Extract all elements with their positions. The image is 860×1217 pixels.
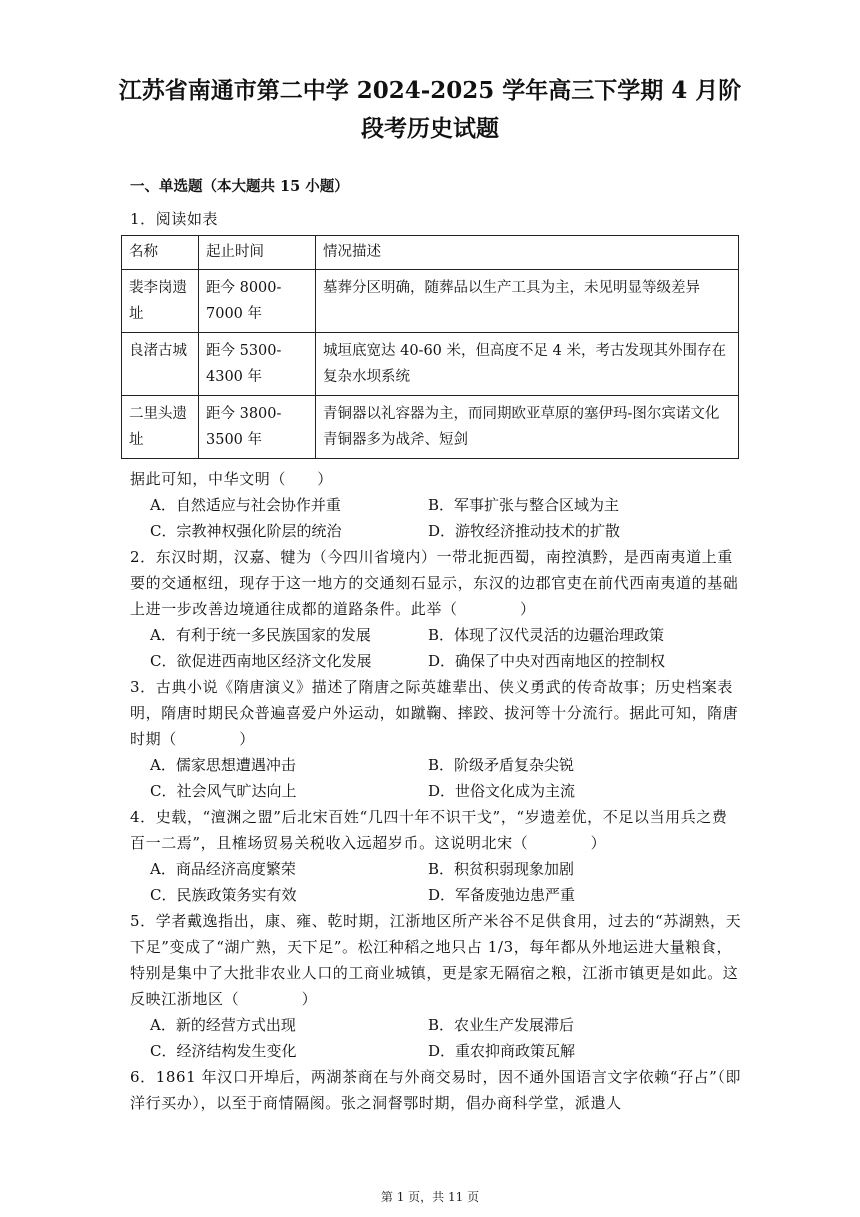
table-row (122, 396, 739, 459)
option-a[interactable]: A．儒家思想遭遇冲击 (150, 756, 296, 774)
q6-stem: 6．1861 年汉口开埠后，两湖茶商在与外商交易时，因不通外国语言文字依赖“孖占”（即洋行买办），以至于商情隔阂。张之洞督鄂时期，倡办商科学堂，派遣人 (130, 1068, 742, 1112)
q5-options (150, 1012, 740, 1064)
q2-stem: 2．东汉时期，汉嘉、犍为（今四川省境内）一带北扼西蜀，南控滇黔，是西南夷道上重要的交通枢纽，现存于这一地方的交通刻石显示，东汉的边郡官吏在前代西南夷道的基础上进一步改善边境通往成都的道路条件。此举（ ） (130, 548, 739, 618)
q4-stem: 4．史载，“澶渊之盟”后北宋百姓“几四十年不识干戈”，“岁遗差优，不足以当用兵之费百一二焉”，且榷场贸易关税收入远超岁币。这说明北宋（ ） (130, 808, 728, 852)
option-c[interactable]: C．民族政策务实有效 (150, 886, 297, 904)
q4-options (150, 856, 740, 908)
q3-options (150, 752, 740, 804)
title-line-2: 段考历史试题 (361, 115, 499, 142)
header-time: 起止时间 (199, 236, 316, 270)
section-heading: 一、单选题（本大题共 15 小题） (130, 178, 349, 195)
option-a[interactable]: A．商品经济高度繁荣 (150, 860, 296, 878)
title-line-1: 江苏省南通市第二中学 2024-2025 学年高三下学期 4 月阶 (118, 77, 742, 104)
option-c[interactable]: C．宗教神权强化阶层的统治 (150, 522, 342, 540)
option-b[interactable]: B．阶级矛盾复杂尖锐 (428, 756, 575, 774)
option-d[interactable]: D．游牧经济推动技术的扩散 (428, 522, 621, 540)
option-b[interactable]: B．体现了汉代灵活的边疆治理政策 (428, 626, 665, 644)
option-d[interactable]: D．军备废弛边患严重 (428, 886, 576, 904)
cell-time: 距今 3800-3500 年 (199, 396, 316, 459)
q1-stem: 1．阅读如表 (130, 210, 219, 228)
table-row (122, 333, 739, 396)
q1-after: 据此可知，中华文明（ ） (130, 470, 333, 488)
option-d[interactable]: D．确保了中央对西南地区的控制权 (428, 652, 666, 670)
exam-title (100, 72, 760, 148)
cell-time: 距今 5300-4300 年 (199, 333, 316, 396)
table-header-row (122, 236, 739, 270)
cell-desc: 城垣底宽达 40-60 米，但高度不足 4 米，考古发现其外围存在复杂水坝系统 (316, 333, 739, 396)
option-b[interactable]: B．军事扩张与整合区域为主 (428, 496, 620, 514)
option-c[interactable]: C．欲促进西南地区经济文化发展 (150, 652, 372, 670)
option-a[interactable]: A．新的经营方式出现 (150, 1016, 296, 1034)
option-d[interactable]: D．世俗文化成为主流 (428, 782, 576, 800)
option-b[interactable]: B．农业生产发展滞后 (428, 1016, 575, 1034)
cell-desc: 青铜器以礼容器为主，而同期欧亚草原的塞伊玛-图尔宾诺文化青铜器多为战斧、短剑 (316, 396, 739, 459)
cell-name: 二里头遗址 (122, 396, 199, 459)
option-c[interactable]: C．经济结构发生变化 (150, 1042, 297, 1060)
option-d[interactable]: D．重农抑商政策瓦解 (428, 1042, 576, 1060)
option-a[interactable]: A．自然适应与社会协作并重 (150, 496, 341, 514)
cell-name: 裴李岗遗址 (122, 270, 199, 333)
q1-table (121, 235, 739, 459)
cell-desc: 墓葬分区明确，随葬品以生产工具为主，未见明显等级差异 (316, 270, 739, 333)
cell-name: 良渚古城 (122, 333, 199, 396)
q3-stem: 3．古典小说《隋唐演义》描述了隋唐之际英雄辈出、侠义勇武的传奇故事；历史档案表明，隋唐时期民众普遍喜爱户外运动，如蹴鞠、摔跤、拔河等十分流行。据此可知，隋唐时期（ ） (130, 678, 739, 748)
cell-time: 距今 8000-7000 年 (199, 270, 316, 333)
header-name: 名称 (122, 236, 199, 270)
option-c[interactable]: C．社会风气旷达向上 (150, 782, 297, 800)
q1-options (150, 492, 740, 544)
q2-options (150, 622, 740, 674)
option-b[interactable]: B．积贫积弱现象加剧 (428, 860, 575, 878)
q5-stem: 5．学者戴逸指出，康、雍、乾时期，江浙地区所产米谷不足供食用，过去的“苏湖熟，天下足”变成了“湖广熟，天下足”。松江种稻之地只占 1/3，每年都从外地运进大量粮食，特别是集中了大批非农业人口的工商业城镇，更是家无隔宿之粮，江浙市镇更是如此。这反映江浙地区（ ） (130, 912, 742, 1008)
header-desc: 情况描述 (316, 236, 739, 270)
option-a[interactable]: A．有利于统一多民族国家的发展 (150, 626, 371, 644)
table-row (122, 270, 739, 333)
page-footer: 第 1 页，共 11 页 (380, 1190, 480, 1204)
